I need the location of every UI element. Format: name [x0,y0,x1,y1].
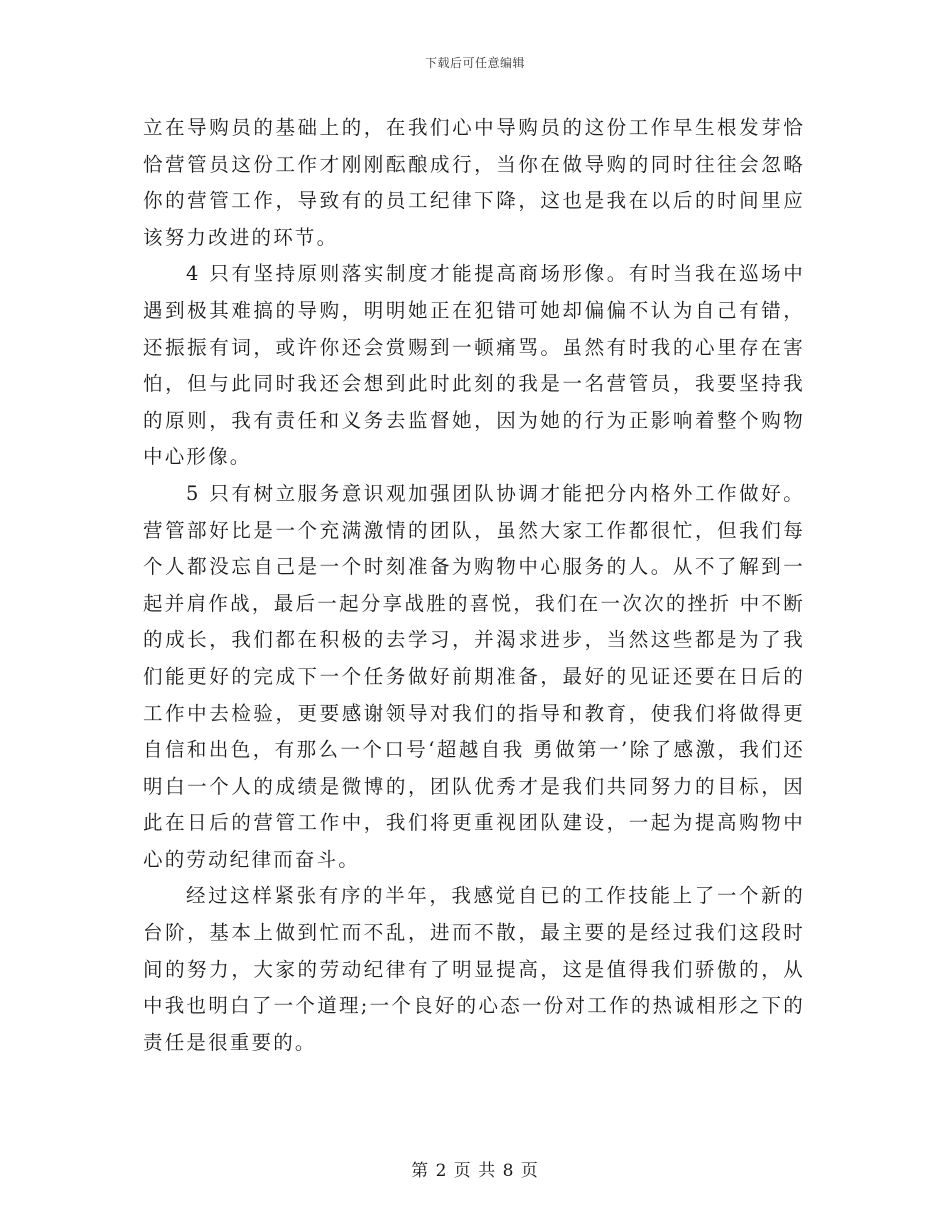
document-body [143,110,805,1061]
paragraph-conclusion: 经过这样紧张有序的半年，我感觉自已的工作技能上了一个新的台阶，基本上做到忙而不乱，进而不散，最主要的是经过我们这段时间的努力，大家的劳动纪律有了明显提高，这是值得我们骄傲的，从中我也明白了一个道理;一个良好的心态一份对工作的热诚相形之下的责任是很重要的。 [143,884,805,1054]
paragraph-continuation: 立在导购员的基础上的，在我们心中导购员的这份工作早生根发芽恰恰营管员这份工作才刚刚酝酿成行，当你在做导购的同时往往会忽略你的营管工作，导致有的员工纪律下降，这也是我在以后的时间里应该努力改进的环节。 [143,116,805,249]
page-number-footer: 第 2 页 共 8 页 [411,1161,539,1181]
paragraph-item-5: 5 只有树立服务意识观加强团队协调才能把分内格外工作做好。营管部好比是一个充满激情的团队，虽然大家工作都很忙，但我们每个人都没忘自己是一个时刻准备为购物中心服务的人。从不了解到一起并肩作战，最后一起分享战胜的喜悦，我们在一次次的挫折 中不断的成长，我们都在积极的去学习，并渴求进步，当然这些都是为了我们能更好的完成下一个任务做好前期准备，最好的见证还要在日后的工作中去检验，更要感谢领导对我们的指导和教育，使我们将做得更自信和出色，有那么一个口号‘超越自我 勇做第一’除了感激，我们还明白一个人的成绩是微博的，团队优秀才是我们共同努力的目标，因此在日后的营管工作中，我们将更重视团队建设，一起为提高购物中心的劳动纪律而奋斗。 [143,481,805,871]
page-header: 下载后可任意编辑 [424,56,525,70]
paragraph-item-4: 4 只有坚持原则落实制度才能提高商场形像。有时当我在巡场中遇到极其难搞的导购，明明她正在犯错可她却偏偏不认为自己有错，还振振有词，或许你还会赏赐到一顿痛骂。虽然有时我的心里存在害怕，但与此同时我还会想到此时此刻的我是一名营管员，我要坚持我的原则，我有责任和义务去监督她，因为她的行为正影响着整个购物中心形像。 [143,262,805,469]
